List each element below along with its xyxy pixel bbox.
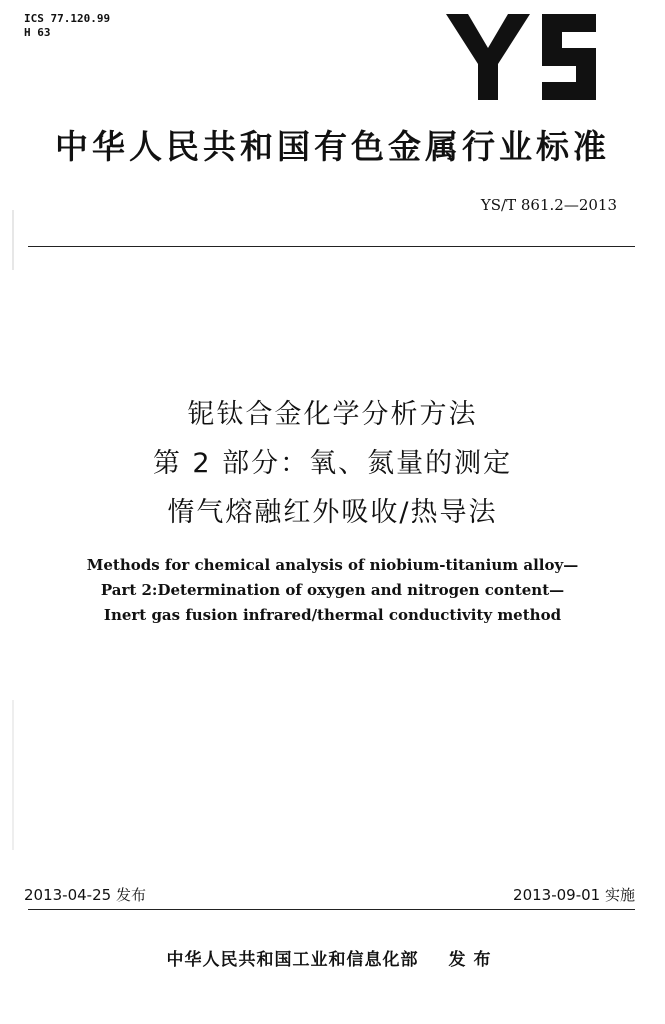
issuer-line: [0, 945, 665, 970]
header-divider: [28, 246, 635, 247]
ics-code: ICS 77.120.99: [24, 12, 111, 25]
title-en-line-1: Methods for chemical analysis of niobium-titanium alloy—: [86, 556, 579, 574]
title-en-line-3: Inert gas fusion infrared/thermal conductivity method: [103, 606, 562, 624]
scan-artifact: [12, 700, 14, 850]
scan-artifact: [12, 210, 14, 270]
issuer-name: 中华人民共和国工业和信息化部: [166, 950, 419, 970]
effective-date: 2013-09-01 实施: [513, 886, 635, 904]
issuer-action: 发布: [448, 950, 499, 970]
title-cn-line-2: 第 2 部分：氧、氮量的测定: [152, 448, 513, 479]
ccs-code: H 63: [24, 26, 51, 39]
publish-date: 2013-04-25 发布: [24, 886, 146, 904]
footer-divider: [28, 909, 635, 910]
standard-category-title: 中华人民共和国有色金属行业标准: [55, 127, 610, 166]
title-en-line-2: Part 2:Determination of oxygen and nitrogen content—: [100, 581, 565, 599]
ys-logo: [446, 14, 596, 100]
title-cn-line-1: 铌钛合金化学分析方法: [187, 399, 478, 430]
title-cn-line-3: 惰气熔融红外吸收/热导法: [167, 497, 498, 528]
standard-number: YS/T 861.2—2013: [480, 196, 617, 214]
